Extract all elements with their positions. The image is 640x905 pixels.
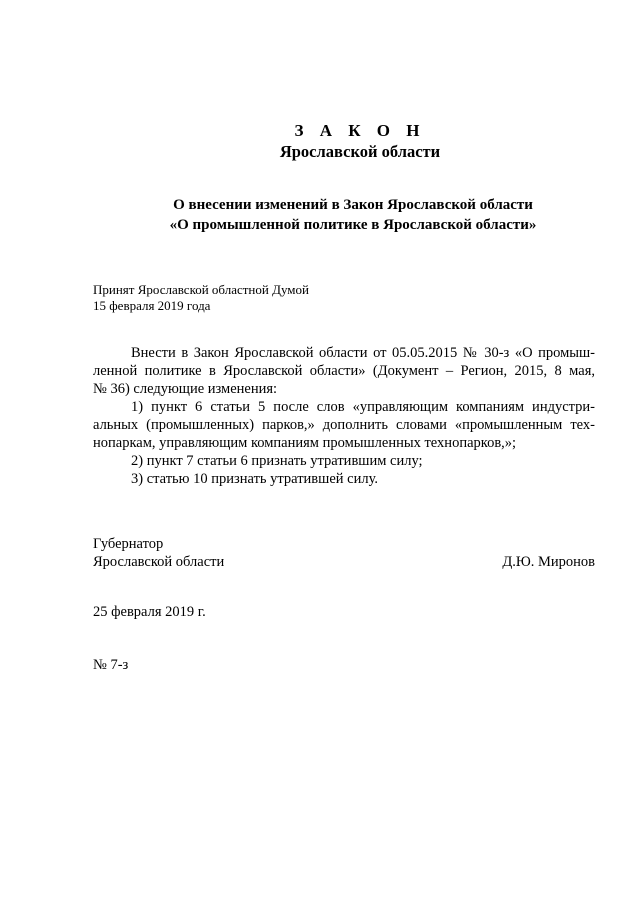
subject-line-1: О внесении изменений в Закон Ярославской области (173, 197, 533, 213)
body-line: ленной политике в Ярославской области» (Документ – Регион, 2015, 8 мая, (93, 363, 595, 379)
adoption-date: 15 февраля 2019 года (93, 298, 211, 313)
document-title (0, 120, 640, 162)
law-heading: З А К О Н (294, 121, 426, 140)
law-body (93, 344, 595, 488)
body-line: 2) пункт 7 статьи 6 признать утратившим силу; (131, 453, 423, 469)
region-heading: Ярославской области (279, 142, 441, 161)
signature-row (93, 553, 595, 571)
signed-date: 25 февраля 2019 г. (93, 604, 206, 620)
law-subject (0, 195, 640, 235)
signature-block (93, 535, 595, 571)
signatory-region: Ярославской области (93, 554, 225, 570)
signatory-title: Губернатор (93, 536, 164, 552)
adoption-line-1: Принят Ярославской областной Думой (93, 282, 309, 297)
signatory-name: Д.Ю. Миронов (502, 554, 595, 570)
law-number: № 7-з (93, 657, 129, 673)
subject-line-2: «О промышленной политике в Ярославской области» (169, 217, 537, 233)
body-line: 1) пункт 6 статьи 5 после слов «управляющим компаниям индустри- (131, 399, 595, 415)
adoption-info (93, 282, 309, 314)
body-line: альных (промышленных) парков,» дополнить словами «промышленным тех- (93, 417, 595, 433)
body-line: нопаркам, управляющим компаниям промышленных технопарков,»; (93, 435, 517, 451)
body-line: 3) статью 10 признать утратившей силу. (131, 471, 378, 487)
body-line: № 36) следующие изменения: (93, 381, 278, 397)
body-line: Внести в Закон Ярославской области от 05.05.2015 № 30-з «О промыш- (131, 345, 595, 361)
